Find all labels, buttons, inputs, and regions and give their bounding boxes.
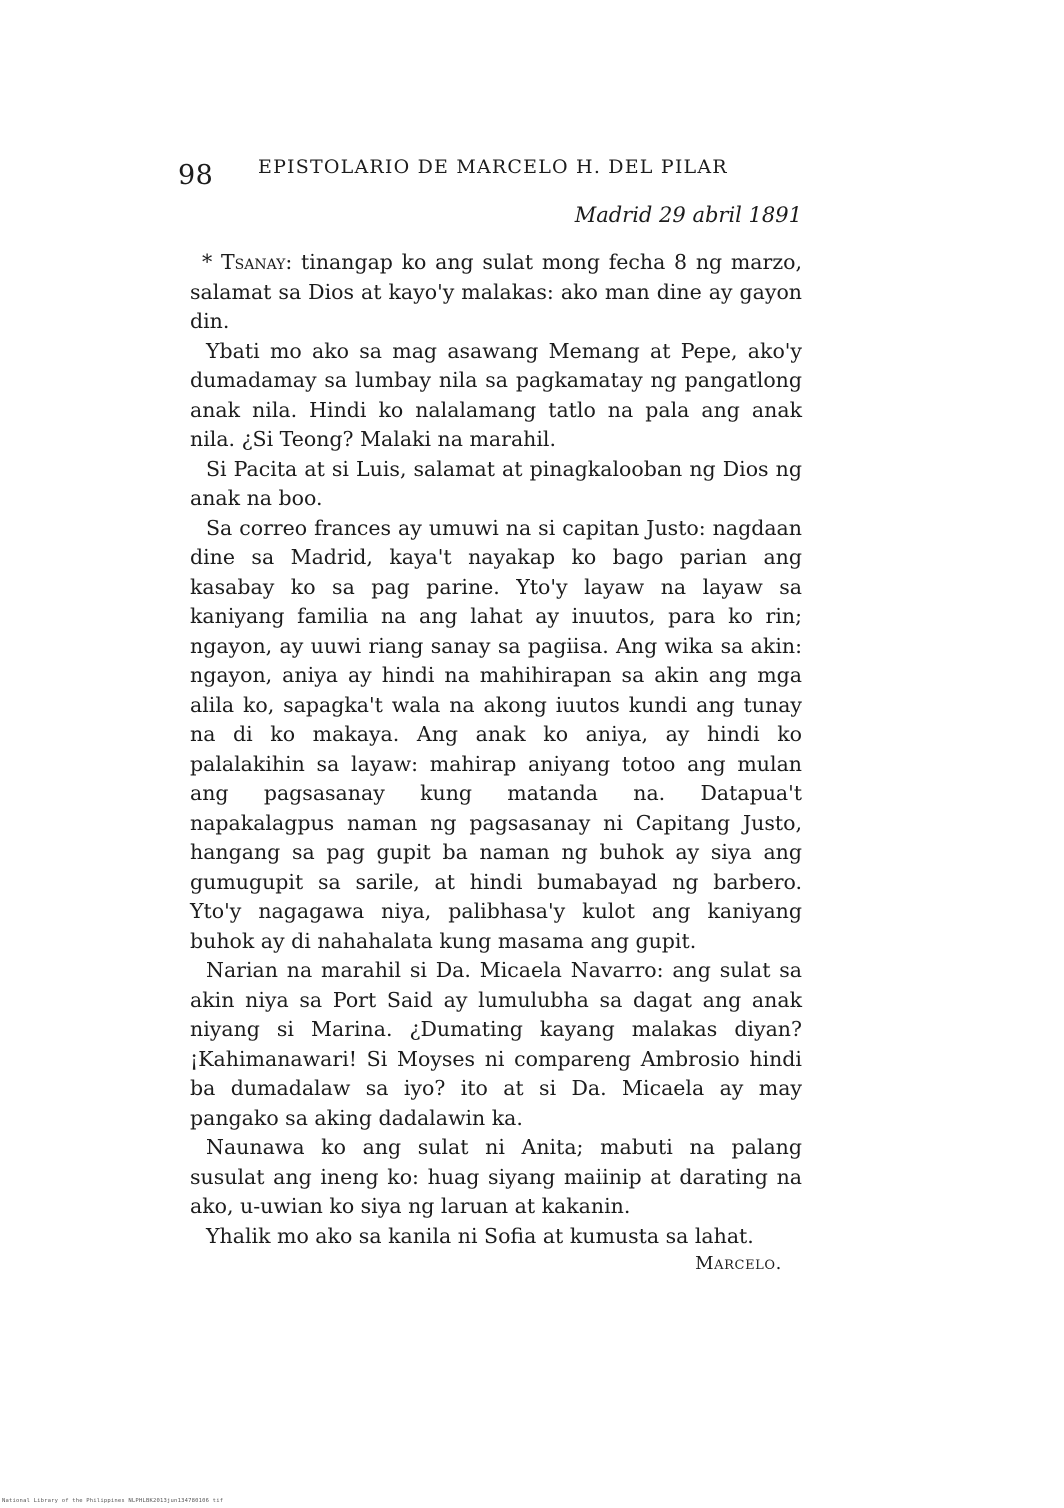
running-title: EPISTOLARIO DE MARCELO H. DEL PILAR [258,156,728,178]
letter-body [190,248,802,1251]
letter-paragraph-6: Naunawa ko ang sulat ni Anita; mabuti na palang susulat ang ineng ko: huag siyang maiinip at darating na ako, u-uwian ko siya ng laruan at kakanin. [190,1135,802,1218]
letter-paragraph-7: Yhalik mo ako sa kanila ni Sofia at kumusta sa lahat. [206,1223,754,1248]
letter-paragraph-2: Ybati mo ako sa mag asawang Memang at Pepe, ako'y dumadamay sa lumbay nila sa pagkamatay ng pangatlong anak nila. Hindi ko nalalamang tatlo na pala ang anak nila. ¿Si Teong? Malaki na marahil. [190,338,802,451]
letter-paragraph-5: Narian na marahil si Da. Micaela Navarro: ang sulat sa akin niya sa Port Said ay lumulubha sa dagat ang anak niyang si Marina. ¿Dumating kayang malakas diyan? ¡Kahimanawari! Si Moyses ni compareng Ambrosio hindi ba dumadalaw sa iyo? ito at si Da. Micaela ay may pangako sa aking dadalawin ka. [190,958,802,1130]
salutation: * Tsanay: [202,250,293,274]
signature: Marcelo. [695,1253,782,1274]
page-number: 98 [178,160,214,191]
letter-paragraph-1 [190,248,802,337]
scan-credit: National Library of the Philippines NLPHLBK2013jun134780106 tif [2,1498,224,1504]
letter-paragraph-4: Sa correo frances ay umuwi na si capitan Justo: nagdaan dine sa Madrid, kaya't nayakap ko bago parian ang kasabay ko sa pag parine. Yto'y layaw na layaw sa kaniyang familia na ang lahat ay inuutos, para ko rin; ngayon, ay uuwi riang sanay sa pagiisa. Ang wika sa akin: ngayon, aniya ay hindi na mahihirapan sa akin ang mga alila ko, sapagka't wala na akong iuutos kundi ang tunay na di ko makaya. Ang anak ko aniya, ay hindi ko palalakihin sa layaw: mahirap aniyang totoo ang mulan ang pagsasanay kung matanda na. Datapua't napakalagpus naman ng pagsasanay ni Capitang Justo, hangang sa pag gupit ba naman ng buhok ay siya ang gumugupit sa sarile, at hindi bumabayad ng barbero. Yto'y nagagawa niya, palibhasa'y kulot ang kaniyang buhok ay di nahahalata kung masama ang gupit. [190,515,802,953]
letter-dateline: Madrid 29 abril 1891 [574,203,802,227]
letter-paragraph-3: Si Pacita at si Luis, salamat at pinagkalooban ng Dios ng anak na boo. [190,456,802,510]
paragraph-text: tinangap ko ang sulat mong fecha 8 ng marzo, salamat sa Dios at kayo'y malakas: ako man dine ay gayon din. [190,250,802,333]
